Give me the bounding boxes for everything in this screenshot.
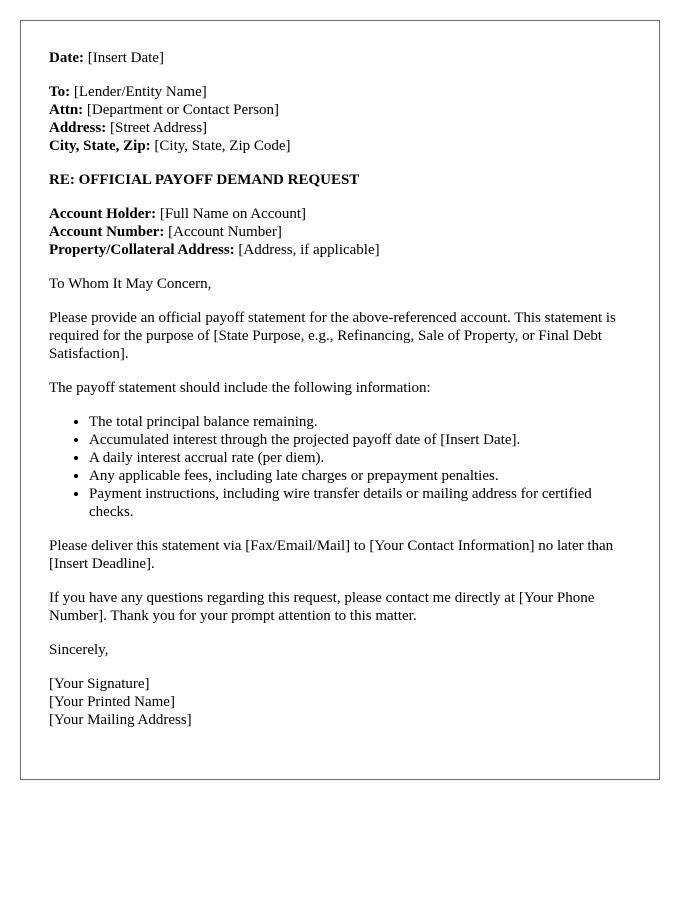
to-value: [Lender/Entity Name] [73, 84, 207, 100]
account-holder-label: Account Holder: [49, 206, 157, 222]
address-line [49, 119, 631, 137]
printed-name-line: [Your Printed Name] [49, 694, 175, 710]
signature-block [49, 675, 631, 729]
closing: Sincerely, [49, 642, 109, 658]
list-intro-paragraph: The payoff statement should include the following information: [49, 380, 431, 396]
salutation: To Whom It May Concern, [49, 276, 212, 292]
letter-document [20, 20, 660, 780]
city-state-zip-line [49, 137, 631, 155]
city-state-zip-label: City, State, Zip: [49, 138, 151, 154]
subject-block [49, 171, 631, 189]
attn-value: [Department or Contact Person] [86, 102, 279, 118]
list-item: • The total principal balance remaining. [89, 413, 631, 431]
questions-paragraph: If you have any questions regarding this request, please contact me directly at [Your Phone Number]. Thank you for your prompt attention to this matter. [49, 590, 595, 624]
property-address-label: Property/Collateral Address: [49, 242, 235, 258]
mailing-address-line: [Your Mailing Address] [49, 712, 192, 728]
requirements-list [49, 413, 631, 521]
list-item: • Accumulated interest through the projected payoff date of [Insert Date]. [89, 431, 631, 449]
date-block [49, 49, 631, 67]
intro-paragraph: Please provide an official payoff statement for the above-referenced account. This statement is required for the purpose of [State Purpose, e.g., Refinancing, Sale of Property, or Final Debt Satisfaction]. [49, 310, 616, 362]
property-address-line [49, 241, 631, 259]
list-item: • A daily interest accrual rate (per diem). [89, 449, 631, 467]
property-address-value: [Address, if applicable] [238, 242, 380, 258]
attn-line [49, 101, 631, 119]
subject-line: RE: OFFICIAL PAYOFF DEMAND REQUEST [49, 172, 360, 188]
delivery-paragraph: Please deliver this statement via [Fax/Email/Mail] to [Your Contact Information] no later than [Insert Deadline]. [49, 538, 614, 572]
address-label: Address: [49, 120, 107, 136]
date-label: Date: [49, 50, 84, 66]
account-number-label: Account Number: [49, 224, 165, 240]
account-number-line [49, 223, 631, 241]
recipient-block [49, 83, 631, 155]
to-line [49, 83, 631, 101]
date-line [49, 49, 631, 67]
attn-label: Attn: [49, 102, 84, 118]
list-item: • Payment instructions, including wire transfer details or mailing address for certified checks. [89, 485, 631, 521]
signature-line: [Your Signature] [49, 676, 150, 692]
account-block [49, 205, 631, 259]
account-holder-line [49, 205, 631, 223]
list-item: • Any applicable fees, including late charges or prepayment penalties. [89, 467, 631, 485]
account-number-value: [Account Number] [168, 224, 282, 240]
date-value: [Insert Date] [87, 50, 164, 66]
to-label: To: [49, 84, 71, 100]
address-value: [Street Address] [109, 120, 208, 136]
city-state-zip-value: [City, State, Zip Code] [154, 138, 291, 154]
account-holder-value: [Full Name on Account] [159, 206, 307, 222]
